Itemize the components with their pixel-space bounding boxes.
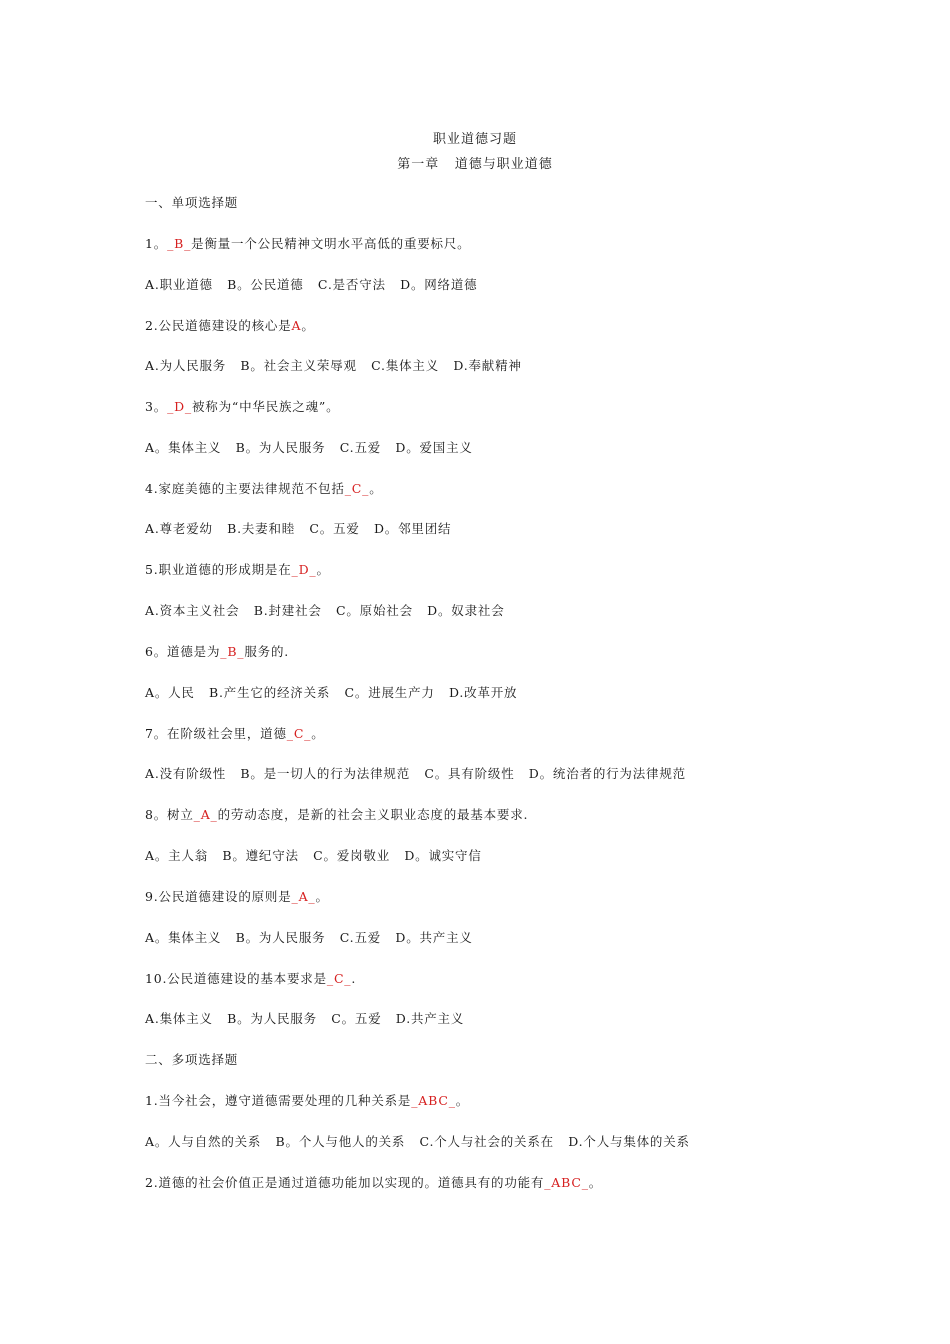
document-title: 职业道德习题 — [432, 132, 517, 147]
options-3: A。集体主义 B。为人民服务 C.五爱 D。爱国主义 — [145, 440, 473, 455]
question-10: 10.公民道德建设的基本要求是_C_. — [145, 971, 357, 986]
options-5: A.资本主义社会 B.封建社会 C。原始社会 D。奴隶社会 — [145, 603, 505, 618]
multi-answer-2: _ABC_ — [544, 1175, 589, 1190]
chapter-title: 第一章 道德与职业道德 — [397, 157, 553, 172]
options-4: A.尊老爱幼 B.夫妻和睦 C。五爱 D。邻里团结 — [145, 521, 452, 536]
section-heading-single-choice: 一、单项选择题 — [145, 195, 239, 210]
answer-10: _C_ — [326, 971, 352, 986]
options-9: A。集体主义 B。为人民服务 C.五爱 D。共产主义 — [145, 930, 473, 945]
question-4: 4.家庭美德的主要法律规范不包括_C_。 — [145, 481, 383, 496]
multi-question-2: 2.道德的社会价值正是通过道德功能加以实现的。道德具有的功能有_ABC_。 — [145, 1175, 603, 1190]
question-5: 5.职业道德的形成期是在_D_。 — [145, 562, 330, 577]
multi-answer-1: _ABC_ — [411, 1093, 456, 1108]
question-2: 2.公民道德建设的核心是A。 — [145, 318, 315, 333]
answer-1: _B_ — [167, 236, 192, 251]
answer-7: _C_ — [286, 726, 312, 741]
question-1: 1。_B_是衡量一个公民精神文明水平高低的重要标尺。 — [145, 236, 471, 251]
answer-4: _C_ — [344, 481, 370, 496]
question-8: 8。树立_A_的劳动态度，是新的社会主义职业态度的最基本要求. — [145, 807, 529, 822]
options-8: A。主人翁 B。遵纪守法 C。爱岗敬业 D。诚实守信 — [145, 848, 482, 863]
options-2: A.为人民服务 B。社会主义荣辱观 C.集体主义 D.奉献精神 — [145, 358, 522, 373]
question-7: 7。在阶级社会里，道德_C_。 — [145, 726, 325, 741]
multi-options-1: A。人与自然的关系 B。个人与他人的关系 C.个人与社会的关系在 D.个人与集体的关系 — [145, 1134, 690, 1149]
answer-6: _B_ — [220, 644, 245, 659]
question-9: 9.公民道德建设的原则是_A_。 — [145, 889, 329, 904]
answer-9: _A_ — [291, 889, 316, 904]
question-3: 3。_D_被称为“中华民族之魂”。 — [145, 399, 340, 414]
answer-3: _D_ — [167, 399, 192, 414]
multi-question-1: 1.当今社会，遵守道德需要处理的几种关系是_ABC_。 — [145, 1093, 470, 1108]
answer-2: A — [291, 318, 302, 333]
answer-5: _D_ — [291, 562, 317, 577]
options-6: A。人民 B.产生它的经济关系 C。进展生产力 D.改革开放 — [145, 685, 518, 700]
answer-8: _A_ — [193, 807, 218, 822]
options-7: A.没有阶级性 B。是一切人的行为法律规范 C。具有阶级性 D。统治者的行为法律规范 — [145, 766, 686, 781]
section-heading-multiple-choice: 二、多项选择题 — [145, 1052, 239, 1067]
question-6: 6。道德是为_B_服务的. — [145, 644, 290, 659]
options-10: A.集体主义 B。为人民服务 C。五爱 D.共产主义 — [145, 1011, 465, 1026]
options-1: A.职业道德 B。公民道德 C.是否守法 D。网络道德 — [145, 277, 478, 292]
